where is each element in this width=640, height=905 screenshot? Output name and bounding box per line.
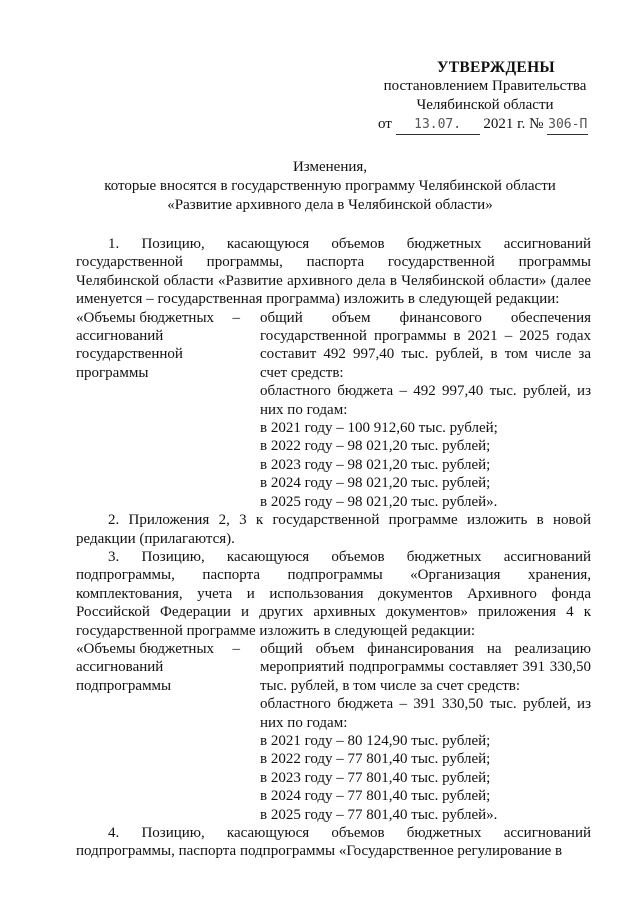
- title-line-2: которые вносятся в государственную программу Челябинской области: [104, 178, 556, 194]
- budget-table-subprogram: [76, 640, 591, 824]
- approval-line-1: постановлением Правительства: [383, 78, 587, 94]
- budget-total: общий объем финансирования на реализацию мероприятий подпрограммы составляет 391 330,50 тыс. рублей, в том числе за счет средств:: [260, 640, 591, 694]
- budget-label-text: «Объемы бюджетных ассигнований государственной программы: [76, 309, 215, 381]
- approval-line-2: Челябинской области: [416, 97, 554, 113]
- approval-date-line: [378, 115, 610, 135]
- title-line-1: Изменения,: [292, 159, 368, 175]
- document-body: [76, 235, 591, 861]
- budget-regional: областного бюджета – 492 997,40 тыс. рублей, из них по годам:: [260, 383, 591, 418]
- budget-year: в 2021 году – 80 124,90 тыс. рублей;: [260, 732, 491, 749]
- handwritten-number: 306-П: [547, 115, 588, 135]
- item-2-paragraph: 2. Приложения 2, 3 к государственной программе изложить в новой редакции (прилагаются).: [76, 512, 591, 547]
- budget-regional: областного бюджета – 391 330,50 тыс. рублей, из них по годам:: [260, 696, 591, 731]
- budget-label: [76, 309, 246, 511]
- budget-year: в 2022 году – 98 021,20 тыс. рублей;: [260, 438, 491, 455]
- budget-total: общий объем финансового обеспечения государственной программы в 2021 – 2025 годах составит 492 997,40 тыс. рублей, в том числе за счет средств:: [260, 309, 591, 381]
- approval-heading: УТВЕРЖДЕНЫ: [437, 59, 555, 76]
- document-title: [60, 158, 600, 215]
- date-suffix: 2021 г. №: [483, 116, 544, 132]
- handwritten-date: 13.07.: [396, 115, 480, 135]
- budget-year: в 2022 году – 77 801,40 тыс. рублей;: [260, 751, 491, 768]
- budget-year: в 2023 году – 77 801,40 тыс. рублей;: [260, 769, 491, 786]
- item-4-paragraph: 4. Позицию, касающуюся объемов бюджетных ассигнований подпрограммы, паспорта подпрограммы «Государственное регулирование в: [76, 825, 591, 860]
- item-3-paragraph: 3. Позицию, касающуюся объемов бюджетных ассигнований подпрограммы, паспорта подпрограммы «Организация хранения, комплектования, учета и использования документов Архивного фонда Российской Федерации и других архивных документов» приложения 4 к государственной программе изложить в следующей редакции:: [76, 548, 591, 639]
- budget-values: [246, 309, 591, 511]
- budget-label-dash: –: [232, 640, 240, 657]
- budget-label-text: «Объемы бюджетных ассигнований подпрограммы: [76, 640, 215, 694]
- date-prefix: от: [378, 116, 392, 132]
- budget-values: [246, 640, 591, 824]
- budget-year: в 2024 году – 98 021,20 тыс. рублей;: [260, 475, 491, 492]
- item-1-paragraph: 1. Позицию, касающуюся объемов бюджетных ассигнований государственной программы, паспорта государственной программы Челябинской области «Развитие архивного дела в Челябинской области» (далее именуется – государственная программа) изложить в следующей редакции:: [76, 236, 591, 308]
- budget-year: в 2025 году – 98 021,20 тыс. рублей».: [260, 493, 498, 510]
- budget-table-program: [76, 309, 591, 511]
- budget-year: в 2021 году – 100 912,60 тыс. рублей;: [260, 420, 498, 437]
- budget-label-dash: –: [232, 309, 240, 326]
- title-line-3: «Развитие архивного дела в Челябинской области»: [167, 197, 493, 213]
- budget-label: [76, 640, 246, 824]
- budget-year: в 2024 году – 77 801,40 тыс. рублей;: [260, 788, 491, 805]
- approval-block: [360, 58, 610, 135]
- budget-year: в 2025 году – 77 801,40 тыс. рублей».: [260, 806, 498, 823]
- budget-year: в 2023 году – 98 021,20 тыс. рублей;: [260, 456, 491, 473]
